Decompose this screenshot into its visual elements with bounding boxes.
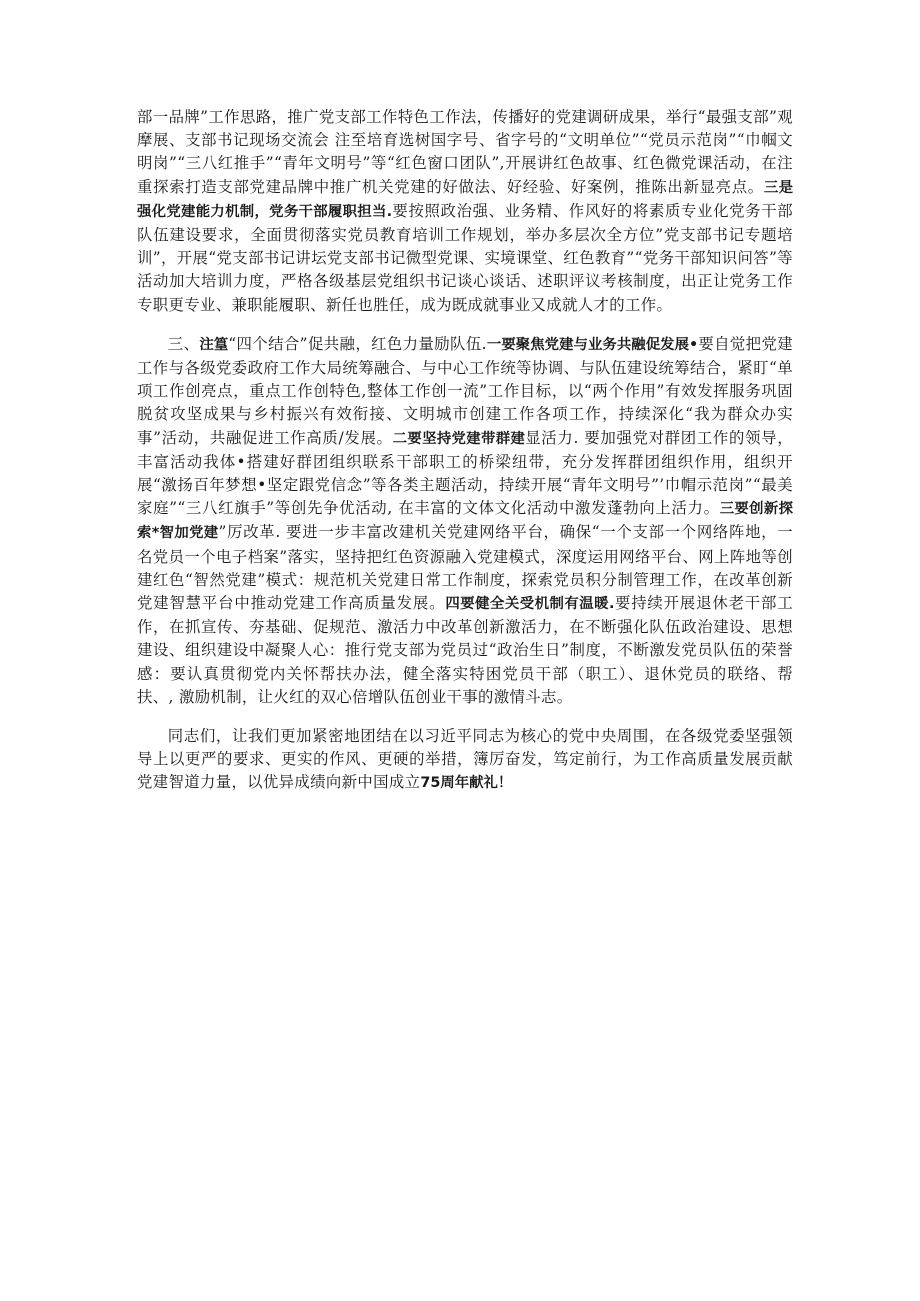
bold-text-run: 一要聚焦党建与业务共融促发展•: [486, 336, 699, 353]
bold-text-run: 二要坚持党建带群建: [392, 430, 526, 447]
text-run: 显活力. 要加强党对群团工作的领导，丰富活动我体•搭建好群团组织联系干部职工的桥梁纽带，充分发挥群团组织作用，组织开展“激扬百年梦想•坚定跟党信念”等各类主题活动，持续开展“青年文明号”’巾帽示范岗”“最美家庭”“三八红旗手”等创先争优活动, 在丰富的文体文化活动中激发蓬勃向上活力。: [137, 428, 793, 518]
text-run: 部一品牌”工作思路，推广党支部工作特色工作法，传播好的党建调研成果，举行“最强支部”观摩展、支部书记现场交流会 注至培育选树国字号、省字号的“文明单位”“党员示范岗”“巾帼文明岗”“三八红推手”“青年文明号”等“红色窗口团队”,开展讲红色故事、红色微党课活动，在注重探索打造支部党建品牌中推广机关党建的好做法、好经验、好案例，推陈出新显亮点。: [137, 108, 793, 196]
bold-text-run: 75周年献礼！: [420, 775, 513, 792]
document-body: [137, 106, 793, 812]
paragraph-2: [137, 333, 793, 709]
paragraph-3: [137, 725, 793, 796]
paragraph-1: [137, 106, 793, 317]
text-run: 三、: [167, 334, 200, 353]
bold-text-run: 三要创新探索*智加党建: [137, 501, 793, 542]
text-run: 同志们，让我们更加紧密地团结在以习近平同志为核心的党中央周围，在各级党委坚强领导上以更严的要求、更实的作风、更硬的举措，簿厉奋发，笃定前行，为工作高质量发展贡献党建智道力量，以优异成绩向新中国成立: [137, 727, 793, 792]
bold-text-run: 注篁: [199, 336, 229, 353]
text-run: ”厉改革. 要进一步丰富改建机关党建网络平台，确保“一个支部一个网络阵地，一名党员一个电子档案”落实，坚持把红色资源融入党建模式，深度运用网络平台、网上阵地等创建红色“智然党建”模式：规范机关党建日常工作制度，探索党员积分制管理工作，在改革创新党建智慧平台中推动党建工作高质量发展。: [137, 523, 793, 613]
text-run: “四个结合”促共融，红色力量励队伍.: [228, 334, 487, 353]
text-run: 要按照政治强、业务精、作风好的将素质专业化党务干部队伍建设要求，全面贯彻落实党员教育培训工作规划，举办多层次全方位”党支部书记专题培训”，开展“党支部书记讲坛党支部书记微型党课、实境课堂、红色教育”“党务干部知识问答”等活动加大培训力度，严格各级基层党组织书记谈心谈话、述职评议考核制度，出正让党务工作专职更专业、兼职能履职、新任也胜任，成为既成就事业又成就人才的工作。: [137, 201, 793, 314]
text-run: 要自觉把党建工作与各级党委政府工作大局统筹融合、与中心工作统等协调、与队伍建设统筹结合，紧盯“单项工作创亮点，重点工作创特色,整体工作创一流”工作目标，以“两个作用”有效发挥服务巩固脱贫攻坚成果与乡村振兴有效衔接、文明城市创建工作各项工作，持续深化“我为群众办实事”活动，共融促进工作高质/发展。: [137, 334, 793, 447]
bold-text-run: 三是强化党建能力机制，党务干部履职担当.: [137, 179, 793, 220]
bold-text-run: 四要健全关受机制有温暖.: [445, 596, 615, 613]
text-run: 要持续开展退休老干部工作，在抓宣传、夯基础、促规范、激活力中改革创新激活力，在不断强化队伍政治建设、思想建设、组织建设中凝聚人心：推行党支部为党员过“政治生日”制度，不断激发党员队伍的荣誉感：要认真贯彻党内关怀帮扶办法，健全落实特困党员干部（职工）、退休党员的联络、帮扶、, 激励机制，让火红的双心倍增队伍创业干事的激情斗志。: [137, 594, 793, 706]
